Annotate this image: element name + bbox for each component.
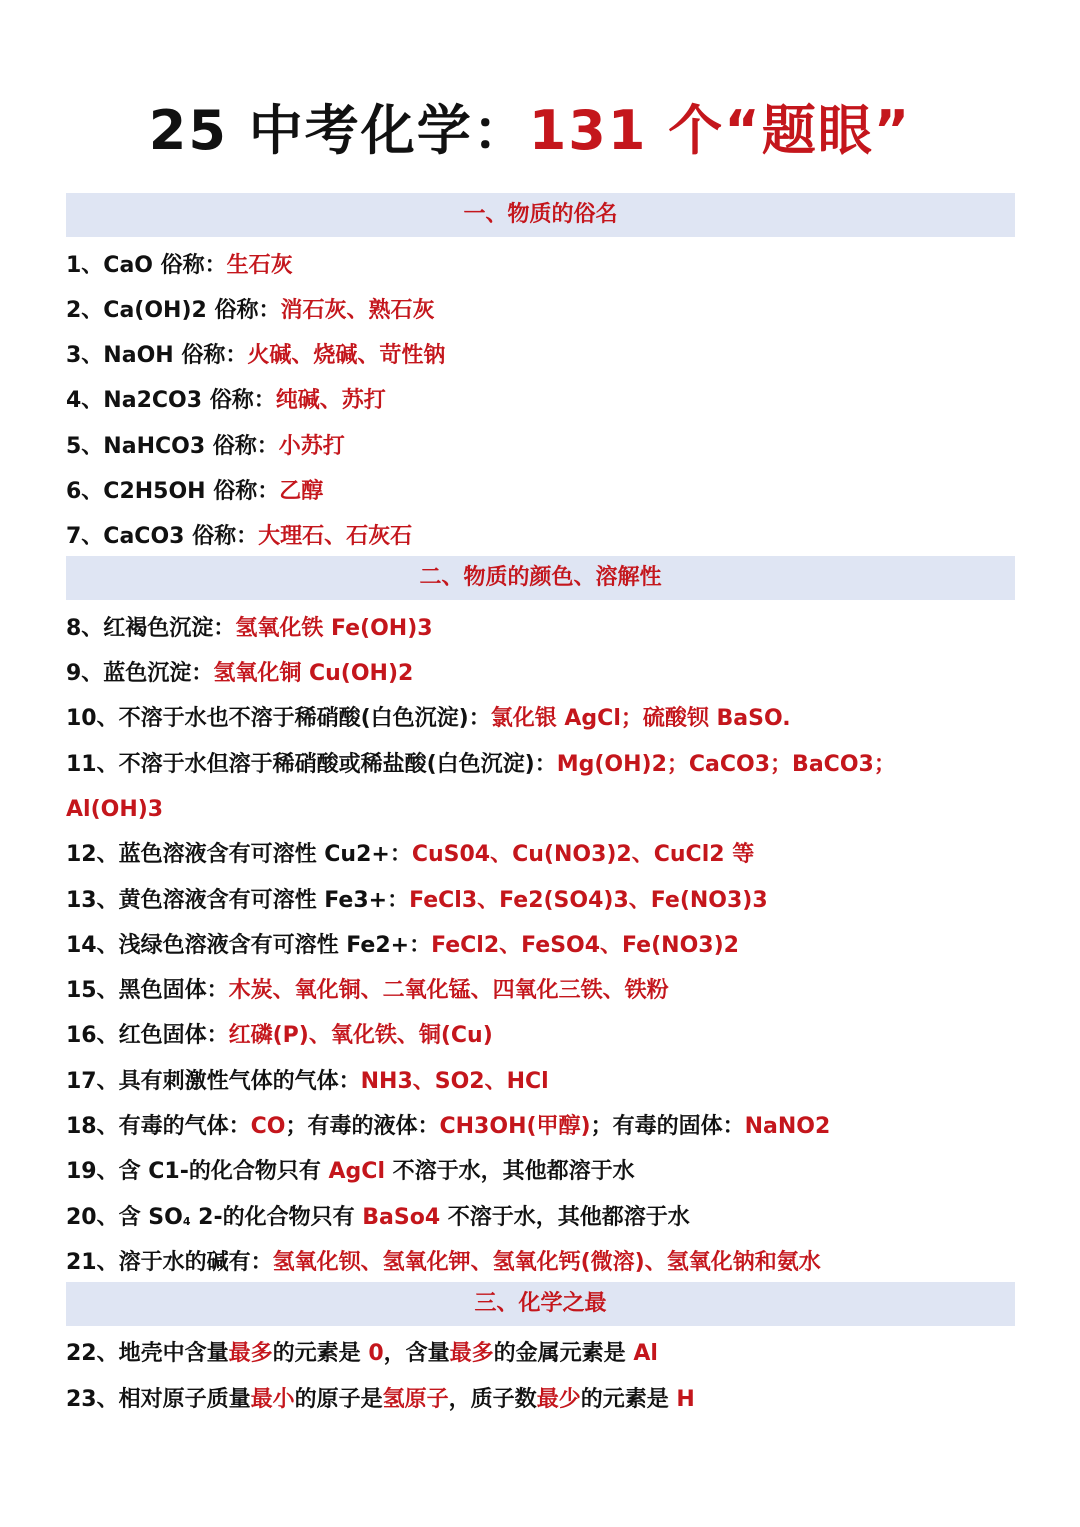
item-label: 的元素是	[272, 1341, 369, 1366]
list-item-15	[66, 975, 1015, 1007]
item-answer: CO	[250, 1114, 286, 1139]
page-title	[0, 88, 1060, 165]
item-answer: Al	[633, 1341, 658, 1366]
item-label: 16、红色固体：	[66, 1023, 229, 1048]
item-answer: H	[676, 1387, 695, 1412]
item-label: 的原子是	[294, 1387, 383, 1412]
item-label: 的金属元素是	[493, 1341, 634, 1366]
item-answer: 最小	[250, 1387, 295, 1412]
list-item-5	[66, 431, 1015, 463]
item-label: 19、含 C1-的化合物只有	[66, 1159, 329, 1184]
item-label: 的元素是	[580, 1387, 677, 1412]
list-item-11	[66, 749, 1015, 781]
item-label: 12、蓝色溶液含有可溶性 Cu2+：	[66, 842, 412, 867]
list-item-18	[66, 1111, 1015, 1143]
list-item-6	[66, 476, 1015, 508]
item-answer: 氢氧化铜 Cu(OH)2	[213, 661, 414, 686]
item-answer: FeCl3、Fe2(SO4)3、Fe(NO3)3	[409, 888, 768, 913]
item-label: 23、相对原子质量	[66, 1387, 251, 1412]
item-label: 10、不溶于水也不溶于稀硝酸(白色沉淀)：	[66, 706, 491, 731]
list-item-23	[66, 1384, 1015, 1416]
item-label: 18、有毒的气体：	[66, 1114, 251, 1139]
item-answer: BaSo4	[362, 1205, 441, 1230]
item-label: ，质子数	[448, 1387, 537, 1412]
list-item-14	[66, 930, 1015, 962]
item-answer: 小苏打	[278, 434, 345, 459]
item-answer: 氢原子	[382, 1387, 449, 1412]
item-answer: FeCl2、FeSO4、Fe(NO3)2	[431, 933, 739, 958]
item-label: 21、溶于水的碱有：	[66, 1250, 273, 1275]
item-answer: 红磷(P)、氧化铁、铜(Cu)	[228, 1023, 493, 1048]
section-heading-3: 三、化学之最	[66, 1282, 1015, 1326]
item-answer: 0	[368, 1341, 384, 1366]
item-label: ，含量	[383, 1341, 450, 1366]
item-answer: 乙醇	[279, 479, 324, 504]
item-answer: 生石灰	[226, 253, 293, 278]
list-item-16	[66, 1020, 1015, 1052]
list-item-13	[66, 885, 1015, 917]
item-label: 20、含 SO	[66, 1205, 183, 1230]
list-item-1	[66, 250, 1015, 282]
item-label: ；有毒的固体：	[590, 1114, 745, 1139]
item-label: 5、NaHCO3 俗称：	[66, 434, 279, 459]
item-answer: 消石灰、熟石灰	[280, 298, 435, 323]
item-label: 1、CaO 俗称：	[66, 253, 227, 278]
list-item-10	[66, 703, 1015, 735]
list-item-7	[66, 521, 1015, 553]
section-heading-2: 二、物质的颜色、溶解性	[66, 556, 1015, 600]
item-label: 9、蓝色沉淀：	[66, 661, 214, 686]
item-label: 11、不溶于水但溶于稀硝酸或稀盐酸(白色沉淀)：	[66, 752, 557, 777]
item-label: 6、C2H5OH 俗称：	[66, 479, 280, 504]
item-answer: 氯化银 AgCl；硫酸钡 BaSO.	[490, 706, 791, 731]
item-label: 8、红褐色沉淀：	[66, 616, 236, 641]
item-answer: 氢氧化钡、氢氧化钾、氢氧化钙(微溶)、氢氧化钠和氨水	[272, 1250, 821, 1275]
list-item-2	[66, 295, 1015, 327]
item-answer: CuS04、Cu(NO3)2、CuCl2 等	[411, 842, 755, 867]
item-label: 15、黑色固体：	[66, 978, 229, 1003]
item-label: 3、NaOH 俗称：	[66, 343, 248, 368]
item-answer: 大理石、石灰石	[258, 524, 413, 549]
item-label: ；有毒的液体：	[285, 1114, 440, 1139]
list-item-8	[66, 613, 1015, 645]
list-item-9	[66, 658, 1015, 690]
list-item-4	[66, 385, 1015, 417]
item-answer: NH3、SO2、HCl	[360, 1069, 549, 1094]
item-answer: NaNO2	[744, 1114, 831, 1139]
item-label: 22、地壳中含量	[66, 1341, 229, 1366]
item-label: 7、CaCO3 俗称：	[66, 524, 259, 549]
section-heading-1: 一、物质的俗名	[66, 193, 1015, 237]
item-label: 2、Ca(OH)2 俗称：	[66, 298, 281, 323]
title-red-part: 131 个“题眼”	[528, 99, 912, 162]
item-label: 13、黄色溶液含有可溶性 Fe3+：	[66, 888, 410, 913]
list-item-19	[66, 1156, 1015, 1188]
item-answer: AgCl	[328, 1159, 385, 1184]
list-item-22	[66, 1338, 1015, 1370]
item-answer: Mg(OH)2；CaCO3；BaCO3；	[556, 752, 896, 777]
list-item-17	[66, 1066, 1015, 1098]
item-label: 2-的化合物只有	[190, 1205, 363, 1230]
list-item-21	[66, 1247, 1015, 1279]
item-label: 不溶于水，其他都溶于水	[385, 1159, 635, 1184]
list-item-20	[66, 1202, 1015, 1238]
item-answer: 最多	[228, 1341, 273, 1366]
list-item-12	[66, 839, 1015, 871]
item-answer: 最少	[536, 1387, 581, 1412]
item-label: 17、具有刺激性气体的气体：	[66, 1069, 361, 1094]
item-answer: 火碱、烧碱、苛性钠	[247, 343, 446, 368]
list-item-3	[66, 340, 1015, 372]
item-answer: 纯碱、苏打	[275, 388, 386, 413]
item-answer: 最多	[449, 1341, 494, 1366]
item-label: 不溶于水，其他都溶于水	[440, 1205, 690, 1230]
item-answer: 氢氧化铁 Fe(OH)3	[235, 616, 433, 641]
item-label: 4、Na2CO3 俗称：	[66, 388, 276, 413]
item-answer: CH3OH(甲醇)	[439, 1114, 591, 1139]
item-answer: Al(OH)3	[66, 797, 164, 822]
item-label: 14、浅绿色溶液含有可溶性 Fe2+：	[66, 933, 432, 958]
item-answer: 木炭、氧化铜、二氧化锰、四氧化三铁、铁粉	[228, 978, 669, 1003]
list-item-11-continued	[66, 794, 1015, 826]
subscript-4: 4	[182, 1215, 191, 1228]
title-black-part: 25 中考化学：	[148, 99, 529, 162]
